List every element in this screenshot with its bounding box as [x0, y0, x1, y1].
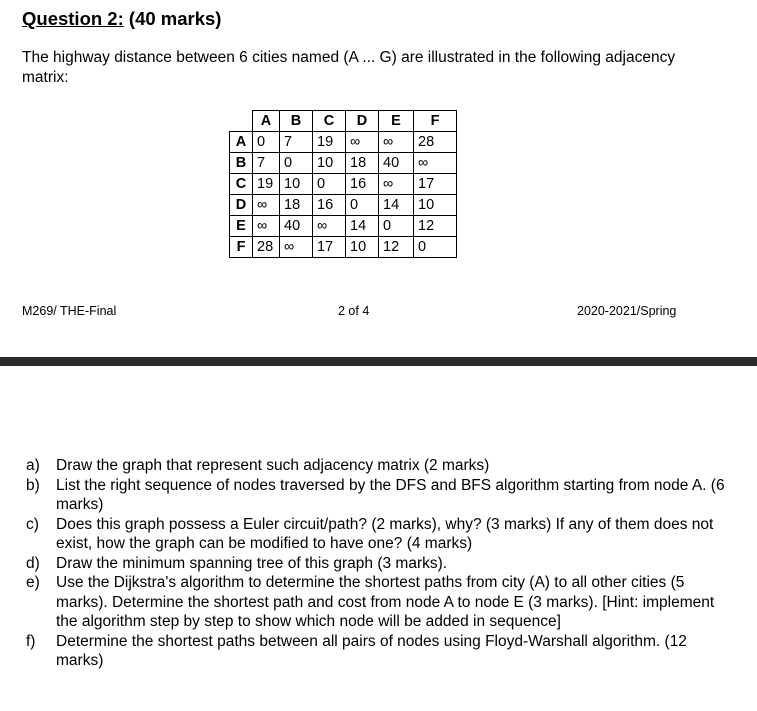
matrix-cell: 12 — [379, 237, 414, 258]
page-divider — [0, 357, 757, 366]
matrix-cell: 0 — [379, 216, 414, 237]
adjacency-matrix — [229, 110, 457, 258]
item-marker: b) — [26, 476, 40, 494]
question-item — [22, 456, 732, 476]
row-header: C — [230, 174, 253, 195]
matrix-row — [230, 237, 457, 258]
item-marker: c) — [26, 515, 39, 533]
matrix-cell: 0 — [414, 237, 457, 258]
matrix-cell: ∞ — [253, 195, 280, 216]
matrix-cell: 17 — [414, 174, 457, 195]
matrix-row — [230, 132, 457, 153]
item-marker: a) — [26, 457, 40, 474]
matrix-cell: 40 — [379, 153, 414, 174]
matrix-cell: 7 — [280, 132, 313, 153]
matrix-row — [230, 195, 457, 216]
question-marks: (40 marks) — [123, 8, 222, 29]
matrix-cell: 10 — [313, 153, 346, 174]
matrix-cell: 28 — [414, 132, 457, 153]
column-header: B — [280, 111, 313, 132]
intro-text: The highway distance between 6 cities named (A ... G) are illustrated in the following adjacency matrix: — [22, 49, 676, 86]
matrix-cell: ∞ — [253, 216, 280, 237]
matrix-header-row — [230, 111, 457, 132]
row-header: D — [230, 195, 253, 216]
matrix-cell: ∞ — [280, 237, 313, 258]
matrix-cell: ∞ — [313, 216, 346, 237]
matrix-cell: ∞ — [379, 132, 414, 153]
matrix-row — [230, 216, 457, 237]
row-header: E — [230, 216, 253, 237]
matrix-cell: 14 — [379, 195, 414, 216]
matrix-cell: 19 — [253, 174, 280, 195]
row-header: B — [230, 153, 253, 174]
footer-page-number: 2 of 4 — [338, 304, 370, 318]
matrix-cell: 16 — [346, 174, 379, 195]
matrix-cell: 17 — [313, 237, 346, 258]
matrix-row — [230, 153, 457, 174]
question-item — [22, 476, 732, 515]
row-header: A — [230, 132, 253, 153]
matrix-cell: ∞ — [346, 132, 379, 153]
matrix-cell: 14 — [346, 216, 379, 237]
matrix-cell: ∞ — [414, 153, 457, 174]
matrix-cell: 0 — [313, 174, 346, 195]
matrix-cell: 10 — [280, 174, 313, 195]
item-marker: e) — [26, 574, 40, 591]
question-item — [22, 515, 732, 554]
matrix-cell: 40 — [280, 216, 313, 237]
matrix-cell: 0 — [253, 132, 280, 153]
item-text: Draw the minimum spanning tree of this graph (3 marks). — [56, 554, 448, 572]
matrix-cell: 10 — [414, 195, 457, 216]
footer-term: 2020-2021/Spring — [577, 304, 677, 318]
question-heading — [22, 8, 221, 30]
item-marker: d) — [26, 554, 40, 572]
matrix-cell: 12 — [414, 216, 457, 237]
column-header: A — [253, 111, 280, 132]
matrix-cell: 0 — [346, 195, 379, 216]
matrix-cell: 0 — [280, 153, 313, 174]
matrix-row — [230, 174, 457, 195]
question-item — [22, 554, 732, 574]
column-header: E — [379, 111, 414, 132]
matrix-cell: 18 — [280, 195, 313, 216]
item-text: List the right sequence of nodes traversed by the DFS and BFS algorithm starting from node A. (6 marks) — [56, 476, 725, 513]
question-list — [22, 456, 732, 671]
matrix-cell: 7 — [253, 153, 280, 174]
column-header: D — [346, 111, 379, 132]
question-item — [22, 573, 732, 632]
matrix-cell: 28 — [253, 237, 280, 258]
row-header: F — [230, 237, 253, 258]
column-header: F — [414, 111, 457, 132]
question-number: Question 2: — [22, 8, 124, 29]
item-text: Does this graph possess a Euler circuit/path? (2 marks), why? (3 marks) If any of them does not exist, how the graph can be modified to have one? (4 marks) — [56, 515, 714, 552]
matrix-cell: 16 — [313, 195, 346, 216]
matrix-cell: 10 — [346, 237, 379, 258]
item-text: Draw the graph that represent such adjacency matrix (2 marks) — [56, 457, 490, 474]
matrix-cell: 18 — [346, 153, 379, 174]
footer-course: M269/ THE-Final — [22, 304, 117, 318]
matrix-cell: ∞ — [379, 174, 414, 195]
matrix-cell: 19 — [313, 132, 346, 153]
item-marker: f) — [26, 632, 36, 650]
item-text: Use the Dijkstra's algorithm to determine the shortest paths from city (A) to all other cities (5 marks). Determine the shortest path and cost from node A to node E (3 marks). [Hint: implement the algorithm step by step to show which node will be added in sequence] — [56, 574, 715, 630]
matrix-corner — [230, 111, 253, 132]
column-header: C — [313, 111, 346, 132]
item-text: Determine the shortest paths between all pairs of nodes using Floyd-Warshall algorithm. (12 marks) — [56, 632, 687, 669]
question-item — [22, 632, 732, 671]
